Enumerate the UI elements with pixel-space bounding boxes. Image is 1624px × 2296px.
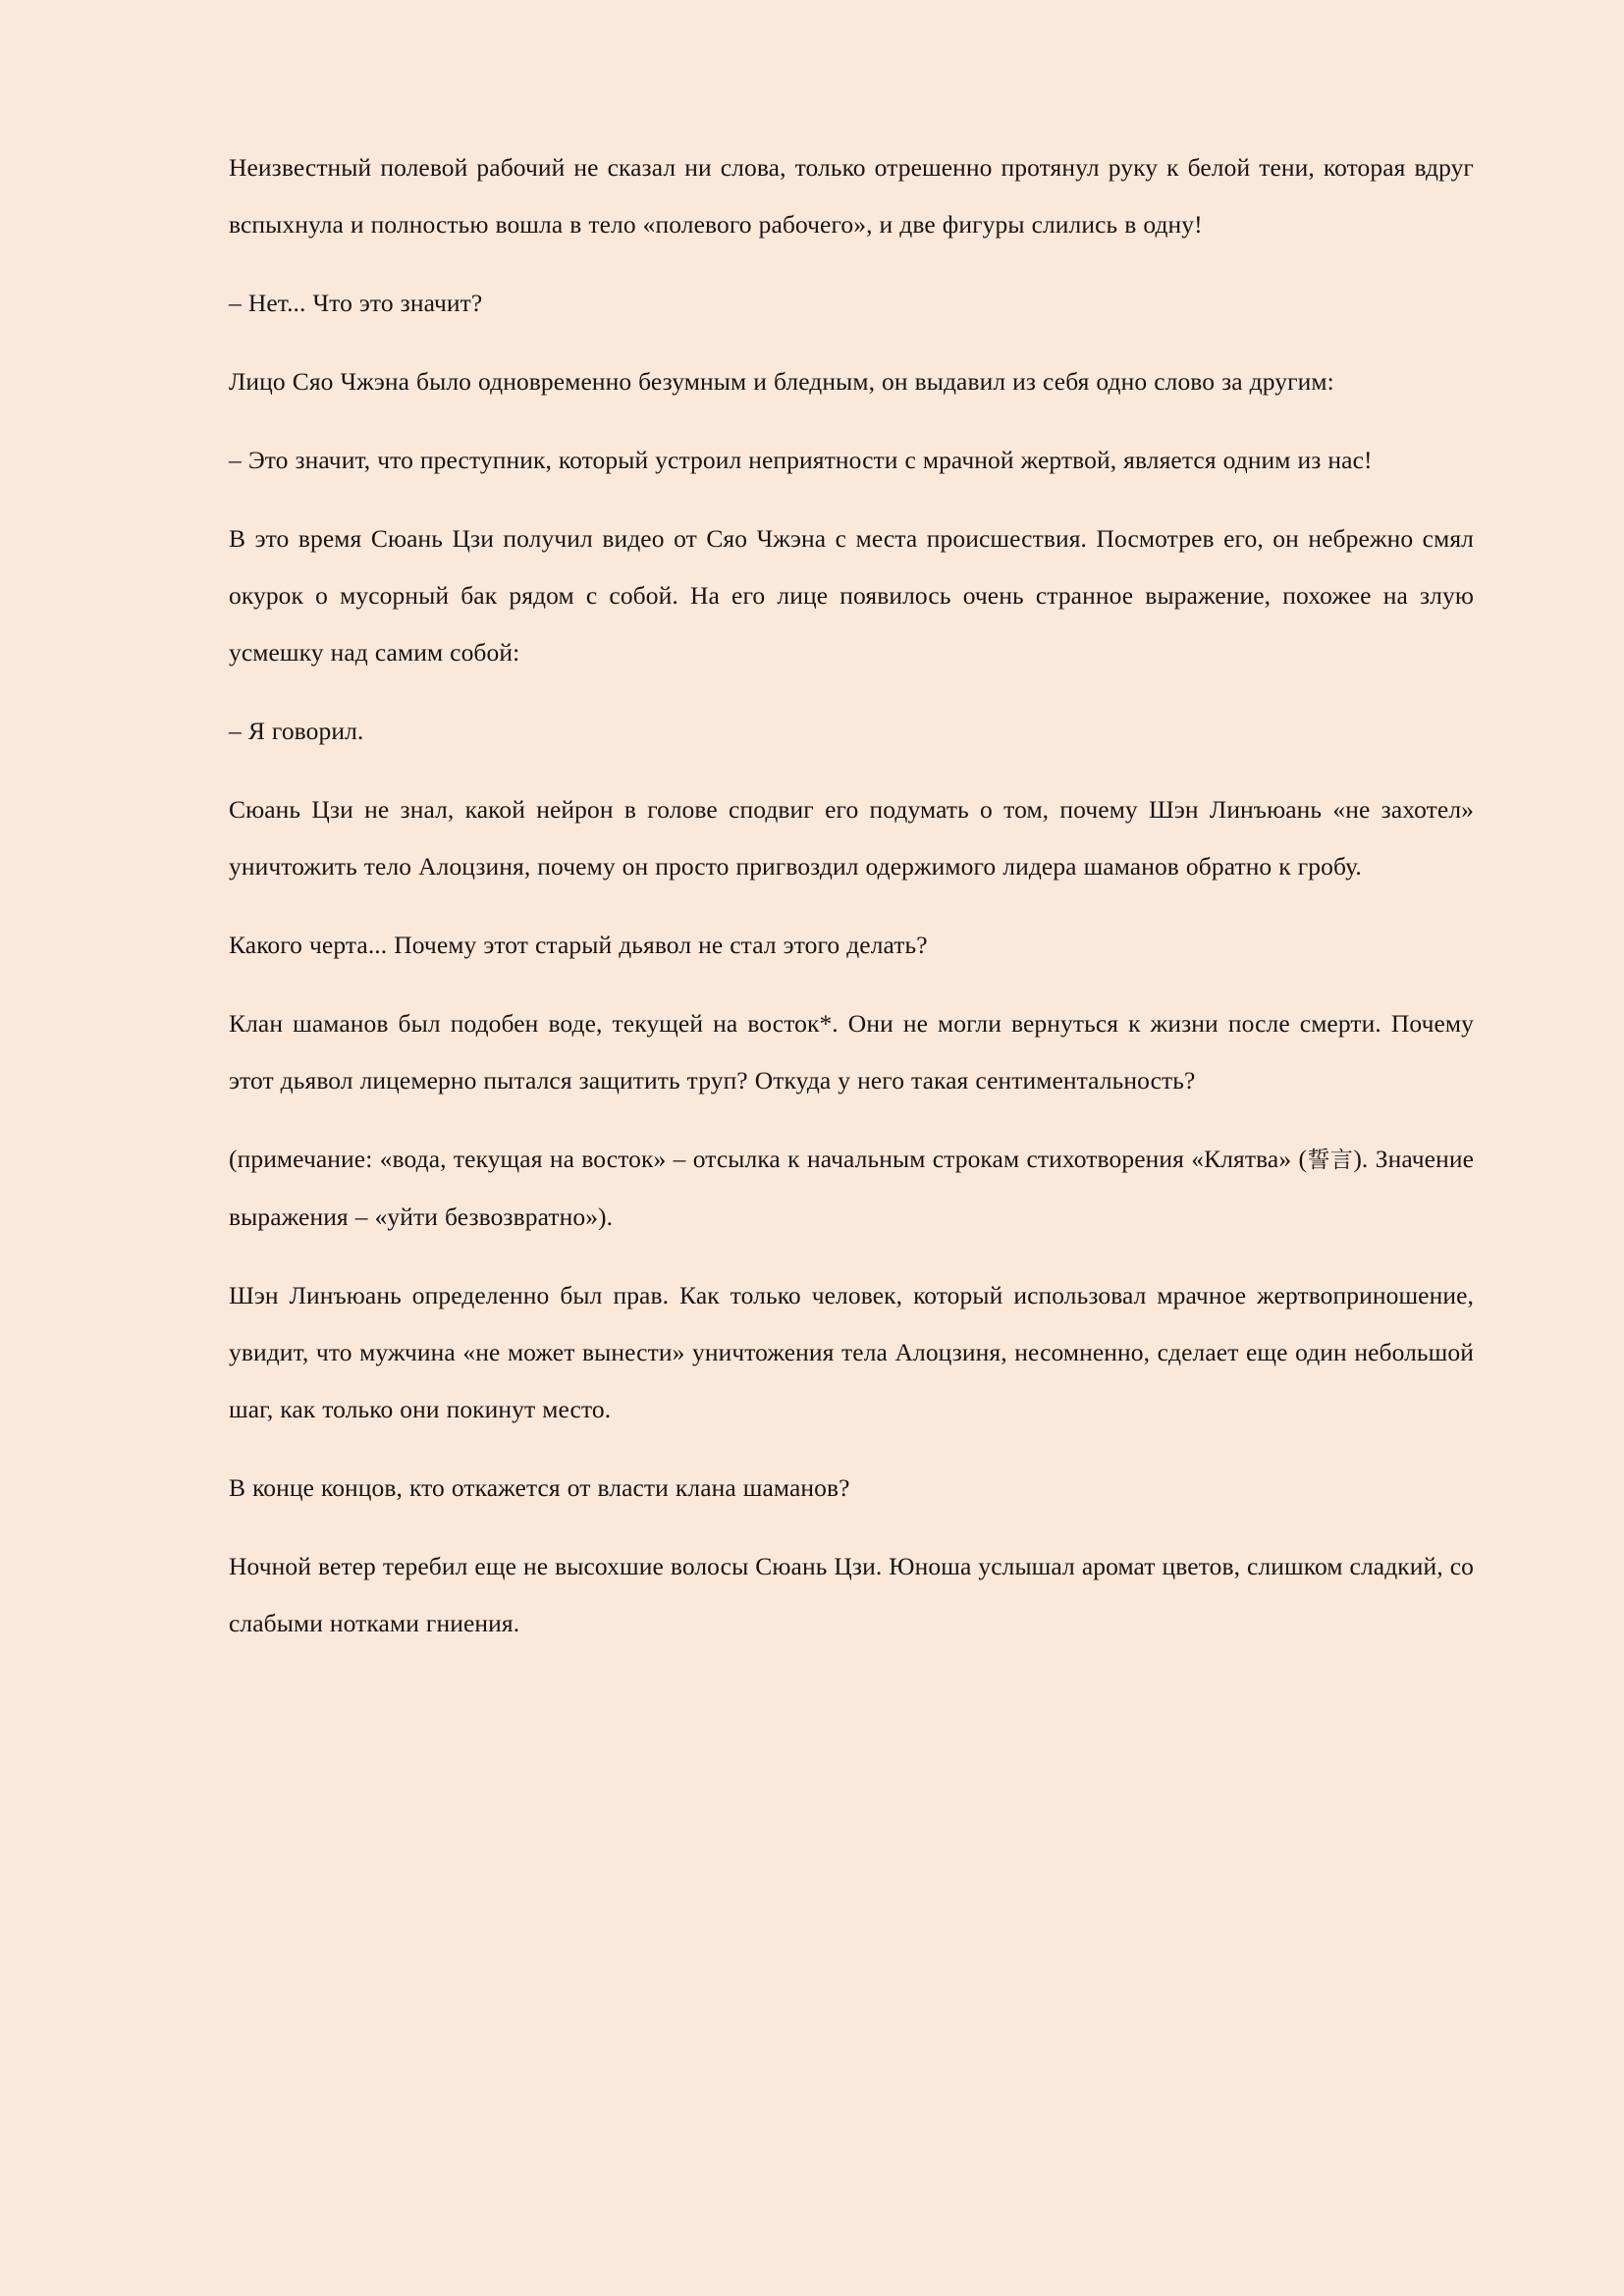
- paragraph: Клан шаманов был подобен воде, текущей на восток*. Они не могли вернуться к жизни после смерти. Почему этот дьявол лицемерно пытался защитить труп? Откуда у него такая сентиментальность?: [229, 1009, 1474, 1095]
- paragraph: В это время Сюань Цзи получил видео от Сяо Чжэна с места происшествия. Посмотрев его, он небрежно смял окурок о мусорный бак рядом с собой. На его лице появилось очень странное выражение, похожее на злую усмешку над самим собой:: [229, 524, 1474, 667]
- paragraph: – Я говорил.: [229, 717, 364, 745]
- paragraph: Лицо Сяо Чжэна было одновременно безумным и бледным, он выдавил из себя одно слово за другим:: [229, 367, 1334, 396]
- paragraph: Шэн Линъюань определенно был прав. Как только человек, который использовал мрачное жертвоприношение, увидит, что мужчина «не может вынести» уничтожения тела Алоцзиня, несомненно, сделает еще один небольшой шаг, как только они покинут место.: [229, 1281, 1474, 1423]
- paragraph: – Это значит, что преступник, который устроил неприятности с мрачной жертвой, является одним из нас!: [229, 446, 1373, 474]
- text-run: (примечание: «вода, текущая на восток» – отсылка к начальным строкам стихотворения «Клятва» (: [229, 1145, 1308, 1173]
- paragraph: Ночной ветер теребил еще не высохшие волосы Сюань Цзи. Юноша услышал аромат цветов, слишком сладкий, со слабыми нотками гниения.: [229, 1552, 1474, 1637]
- paragraph: Какого черта... Почему этот старый дьявол не стал этого делать?: [229, 931, 928, 959]
- paragraph: [229, 1131, 1474, 1246]
- document-text-body: [229, 139, 1474, 1652]
- paragraph: – Нет... Что это значит?: [229, 289, 483, 317]
- paragraph: В конце концов, кто откажется от власти клана шаманов?: [229, 1473, 850, 1502]
- text-run: ). Значение выражения – «уйти безвозвратно»).: [229, 1145, 1474, 1231]
- cjk-term: 誓言: [1307, 1148, 1354, 1173]
- paragraph: Сюань Цзи не знал, какой нейрон в голове сподвиг его подумать о том, почему Шэн Линъюань «не захотел» уничтожить тело Алоцзиня, почему он просто пригвоздил одержимого лидера шаманов обратно к гробу.: [229, 795, 1474, 881]
- paragraph: Неизвестный полевой рабочий не сказал ни слова, только отрешенно протянул руку к белой тени, которая вдруг вспыхнула и полностью вошла в тело «полевого рабочего», и две фигуры слились в одну!: [229, 153, 1474, 239]
